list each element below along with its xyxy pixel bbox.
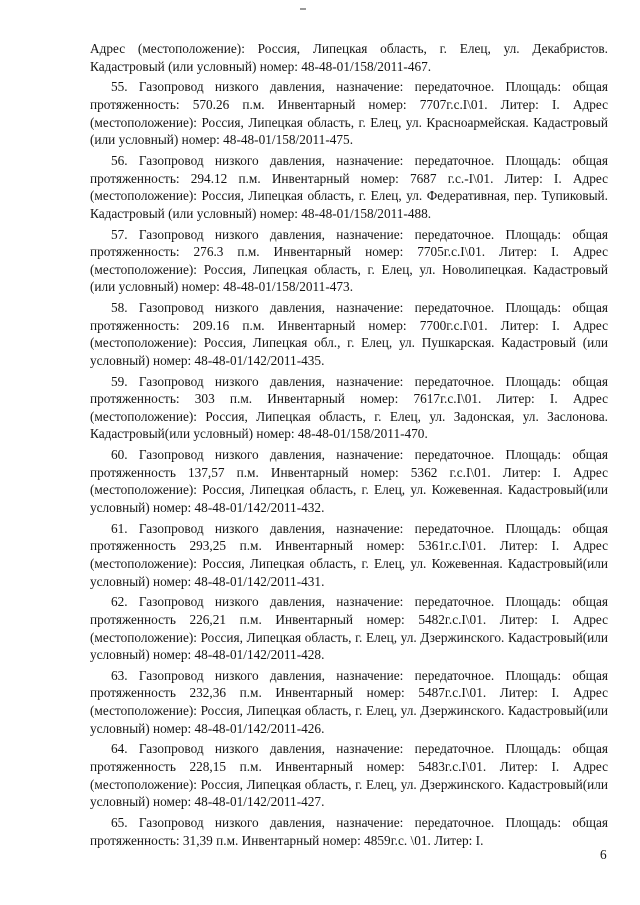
page-top-mark — [300, 8, 306, 10]
list-item-58: 58. Газопровод низкого давления, назначение: передаточное. Площадь: общая протяженность: 209.16 п.м. Инвентарный номер: 7700г.с.I\01. Литер: I. Адрес (местоположение): Россия, Липецкая обл., г. Елец, ул. Пушкарская. Кадастровый (или условный) номер: 48-48-01/142/2011-435. — [90, 300, 608, 368]
list-item-59: 59. Газопровод низкого давления, назначение: передаточное. Площадь: общая протяженность: 303 п.м. Инвентарный номер: 7617г.с.I\01. Литер: I. Адрес (местоположение): Россия, Липецкая область, г. Елец, ул. Задонская, ул. Заслонова. Кадастровый(или условный) номер: 48-48-01/158/2011-470. — [90, 373, 608, 442]
list-item-56: 56. Газопровод низкого давления, назначение: передаточное. Площадь: общая протяженность: 294.12 п.м. Инвентарный номер: 7687 г.с.-I\01. Литер: I. Адрес (местоположение): Россия, Липецкая область, г. Елец, ул. Федеративная, пер. Тупиковый. Кадастровый (или условный) номер: 48-48-01/158/2011-488. — [90, 152, 608, 221]
document-body — [90, 40, 608, 852]
page-number: 6 — [600, 847, 607, 862]
list-item-63: 63. Газопровод низкого давления, назначение: передаточное. Площадь: общая протяженность 232,36 п.м. Инвентарный номер: 5487г.с.I\01. Литер: I. Адрес (местоположение): Россия, Липецкая область, г. Елец, ул. Дзержинского. Кадастровый(или условный) номер: 48-48-01/142/2011-426. — [90, 667, 608, 736]
list-item-57: 57. Газопровод низкого давления, назначение: передаточное. Площадь: общая протяженность: 276.3 п.м. Инвентарный номер: 7705г.с.I\01. Литер: I. Адрес (местоположение): Россия, Липецкая область, г. Елец, ул. Новолипецкая. Кадастровый (или условный) номер: 48-48-01/158/2011-473. — [90, 226, 608, 295]
list-item-61: 61. Газопровод низкого давления, назначение: передаточное. Площадь: общая протяженность 293,25 п.м. Инвентарный номер: 5361г.с.I\01. Литер: I. Адрес (местоположение): Россия, Липецкая область, г. Елец, ул. Кожевенная. Кадастровый(или условный) номер: 48-48-01/142/2011-431. — [90, 520, 608, 589]
list-item-60: 60. Газопровод низкого давления, назначение: передаточное. Площадь: общая протяженность 137,57 п.м. Инвентарный номер: 5362 г.с.I\01. Литер: I. Адрес (местоположение): Россия, Липецкая область, г. Елец, ул. Кожевенная. Кадастровый(или условный) номер: 48-48-01/142/2011-432. — [90, 447, 608, 515]
list-item-62: 62. Газопровод низкого давления, назначение: передаточное. Площадь: общая протяженность 226,21 п.м. Инвентарный номер: 5482г.с.I\01. Литер: I. Адрес (местоположение): Россия, Липецкая область, г. Елец, ул. Дзержинского. Кадастровый(или условный) номер: 48-48-01/142/2011-428. — [90, 594, 608, 663]
list-item-55: 55. Газопровод низкого давления, назначение: передаточное. Площадь: общая протяженность: 570.26 п.м. Инвентарный номер: 7707г.с.I\01. Литер: I. Адрес (местоположение): Россия, Липецкая область, г. Елец, ул. Красноармейская. Кадастровый (или условный) номер: 48-48-01/158/2011-475. — [90, 79, 608, 148]
list-item-65: 65. Газопровод низкого давления, назначение: передаточное. Площадь: общая протяженность: 31,39 п.м. Инвентарный номер: 4859г.с. \01. Литер: I. — [90, 815, 608, 848]
list-item-64: 64. Газопровод низкого давления, назначение: передаточное. Площадь: общая протяженность 228,15 п.м. Инвентарный номер: 5483г.с.I\01. Литер: I. Адрес (местоположение): Россия, Липецкая область, г. Елец, ул. Дзержинского. Кадастровый(или условный) номер: 48-48-01/142/2011-427. — [90, 741, 608, 810]
lead-paragraph: Адрес (местоположение): Россия, Липецкая область, г. Елец, ул. Декабристов. Кадастровый (или условный) номер: 48-48-01/158/2011-467. — [90, 41, 608, 74]
